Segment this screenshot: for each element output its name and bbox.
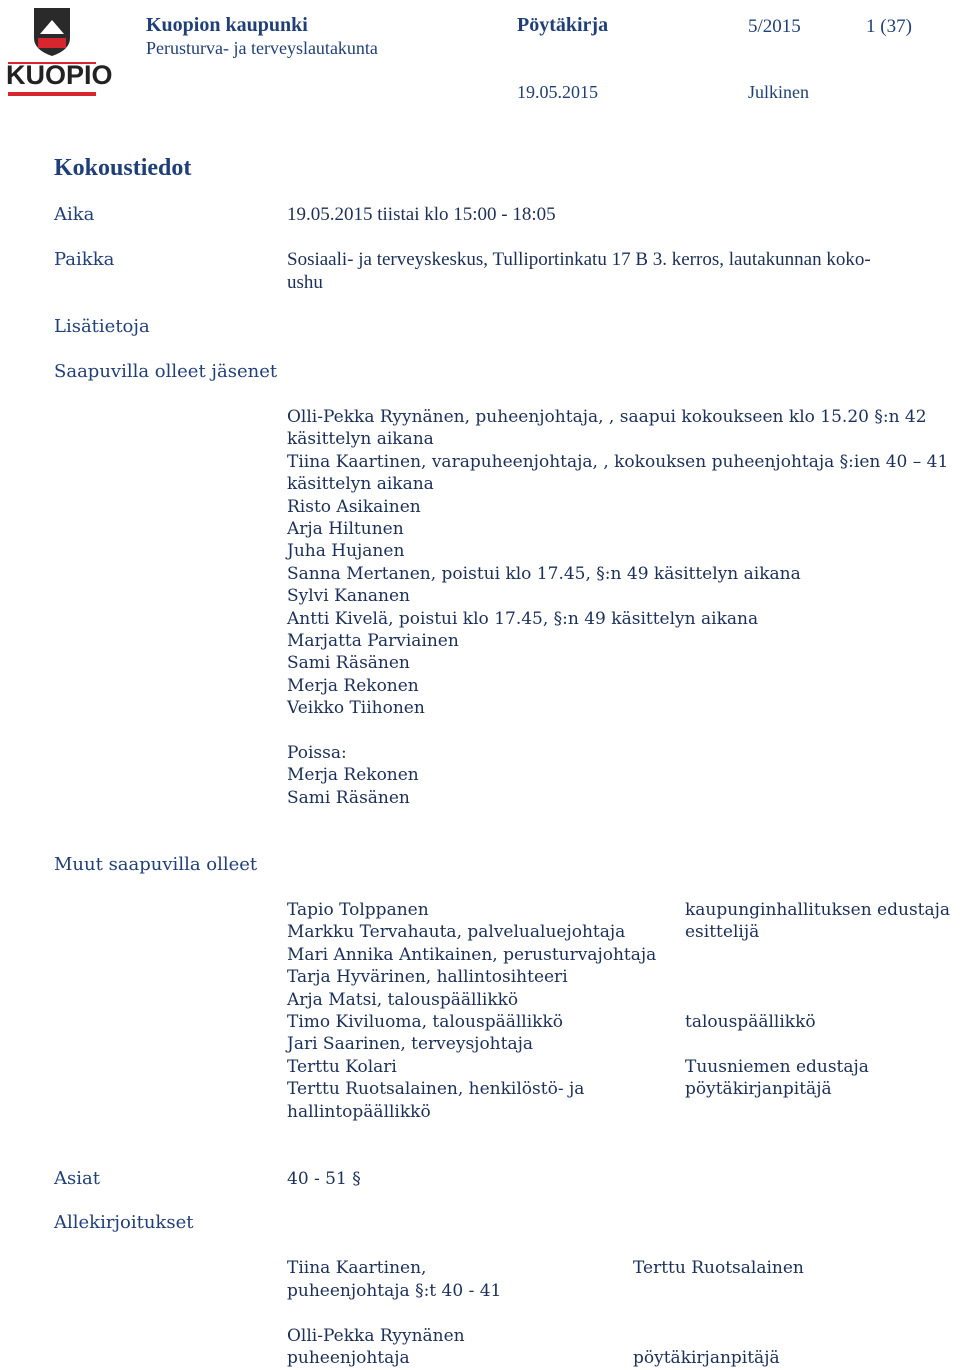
- list-item: Antti Kivelä, poistui klo 17.45, §:n 49 käsittelyn aikana: [287, 608, 759, 629]
- members-list: [287, 406, 948, 719]
- paikka-label: Paikka: [54, 249, 115, 270]
- list-item: Olli-Pekka Ryynänen, puheenjohtaja, , saapui kokoukseen klo 15.20 §:n 42: [287, 407, 927, 427]
- lisatietoja-label: Lisätietoja: [54, 316, 150, 337]
- document-type: Pöytäkirja: [517, 14, 609, 36]
- list-item: kaupunginhallituksen edustaja: [685, 900, 951, 920]
- list-item: Juha Hujanen: [287, 541, 405, 562]
- signature-left-title-2: puheenjohtaja: [287, 1348, 410, 1368]
- list-item: Markku Tervahauta, palvelualuejohtaja: [287, 922, 626, 943]
- list-item: hallintopäällikkö: [287, 1101, 431, 1122]
- list-item: Merja Rekonen: [287, 675, 419, 696]
- asiat-value: 40 - 51 §: [287, 1169, 361, 1189]
- others-roles: [685, 899, 950, 1123]
- list-item: [685, 1033, 950, 1055]
- asiat-label: Asiat: [54, 1168, 100, 1189]
- signature-right-title: pöytäkirjanpitäjä: [633, 1348, 780, 1368]
- list-item: [685, 989, 950, 1011]
- absent-list: [287, 742, 419, 809]
- list-item: Timo Kiviluoma, talouspäällikkö: [287, 1011, 564, 1032]
- signature-left-title-1: puheenjohtaja §:t 40 - 41: [287, 1281, 502, 1301]
- list-item: käsittelyn aikana: [287, 474, 434, 495]
- logo-wordmark: KUOPIO: [6, 60, 113, 90]
- list-item: Mari Annika Antikainen, perusturvajohtaja: [287, 944, 657, 965]
- paikka-value-line1: Sosiaali- ja terveyskeskus, Tulliportinkatu 17 B 3. kerros, lautakunnan koko-: [287, 249, 871, 270]
- others-names: [287, 899, 656, 1123]
- meeting-date: 19.05.2015: [517, 82, 598, 102]
- publicity-status: Julkinen: [748, 82, 809, 102]
- signature-right-name: Terttu Ruotsalainen: [633, 1258, 804, 1278]
- others-label: Muut saapuvilla olleet: [54, 854, 258, 875]
- list-item: [685, 966, 950, 988]
- list-item: Sami Räsänen: [287, 787, 410, 808]
- org-name: Kuopion kaupunki: [146, 14, 308, 36]
- paikka-value-line2: ushu: [287, 272, 323, 293]
- document-number: 5/2015: [748, 16, 801, 37]
- list-item: Arja Matsi, talouspäällikkö: [287, 989, 519, 1010]
- aika-value: 19.05.2015 tiistai klo 15:00 - 18:05: [287, 204, 556, 225]
- list-item: Marjatta Parviainen: [287, 630, 459, 651]
- list-item: Tuusniemen edustaja: [685, 1056, 869, 1077]
- list-item: Veikko Tiihonen: [287, 698, 425, 719]
- list-item: pöytäkirjanpitäjä: [685, 1079, 832, 1100]
- list-item: talouspäällikkö: [685, 1011, 816, 1032]
- jasenet-label: Saapuvilla olleet jäsenet: [54, 361, 278, 382]
- list-item: Tapio Tolppanen: [287, 900, 429, 920]
- list-item: Sylvi Kananen: [287, 586, 411, 607]
- signature-left-name-2: Olli-Pekka Ryynänen: [287, 1326, 465, 1346]
- list-item: Sanna Mertanen, poistui klo 17.45, §:n 49 käsittelyn aikana: [287, 563, 801, 584]
- list-item: Terttu Ruotsalainen, henkilöstö- ja: [287, 1079, 585, 1100]
- signature-left-name-1: Tiina Kaartinen,: [287, 1258, 427, 1278]
- list-item: käsittelyn aikana: [287, 429, 434, 450]
- list-item: Merja Rekonen: [287, 765, 419, 786]
- page-number: 1 (37): [866, 16, 912, 37]
- list-item: Jari Saarinen, terveysjohtaja: [287, 1034, 534, 1055]
- list-item: Sami Räsänen: [287, 653, 410, 674]
- list-item: [685, 944, 950, 966]
- list-item: Arja Hiltunen: [287, 518, 404, 539]
- committee-name: Perusturva- ja terveyslautakunta: [146, 38, 378, 58]
- kuopio-logo: [4, 4, 113, 100]
- list-item: Terttu Kolari: [287, 1056, 397, 1077]
- list-item: Tiina Kaartinen, varapuheenjohtaja, , kokouksen puheenjohtaja §:ien 40 – 41: [287, 451, 949, 472]
- allekirjoitukset-label: Allekirjoitukset: [54, 1212, 194, 1233]
- list-item: esittelijä: [685, 922, 760, 943]
- section-title: Kokoustiedot: [54, 155, 192, 181]
- absent-heading: Poissa:: [287, 743, 347, 763]
- list-item: Tarja Hyvärinen, hallintosihteeri: [287, 967, 568, 988]
- aika-label: Aika: [54, 204, 95, 225]
- list-item: Risto Asikainen: [287, 496, 421, 517]
- list-item: [685, 1101, 950, 1123]
